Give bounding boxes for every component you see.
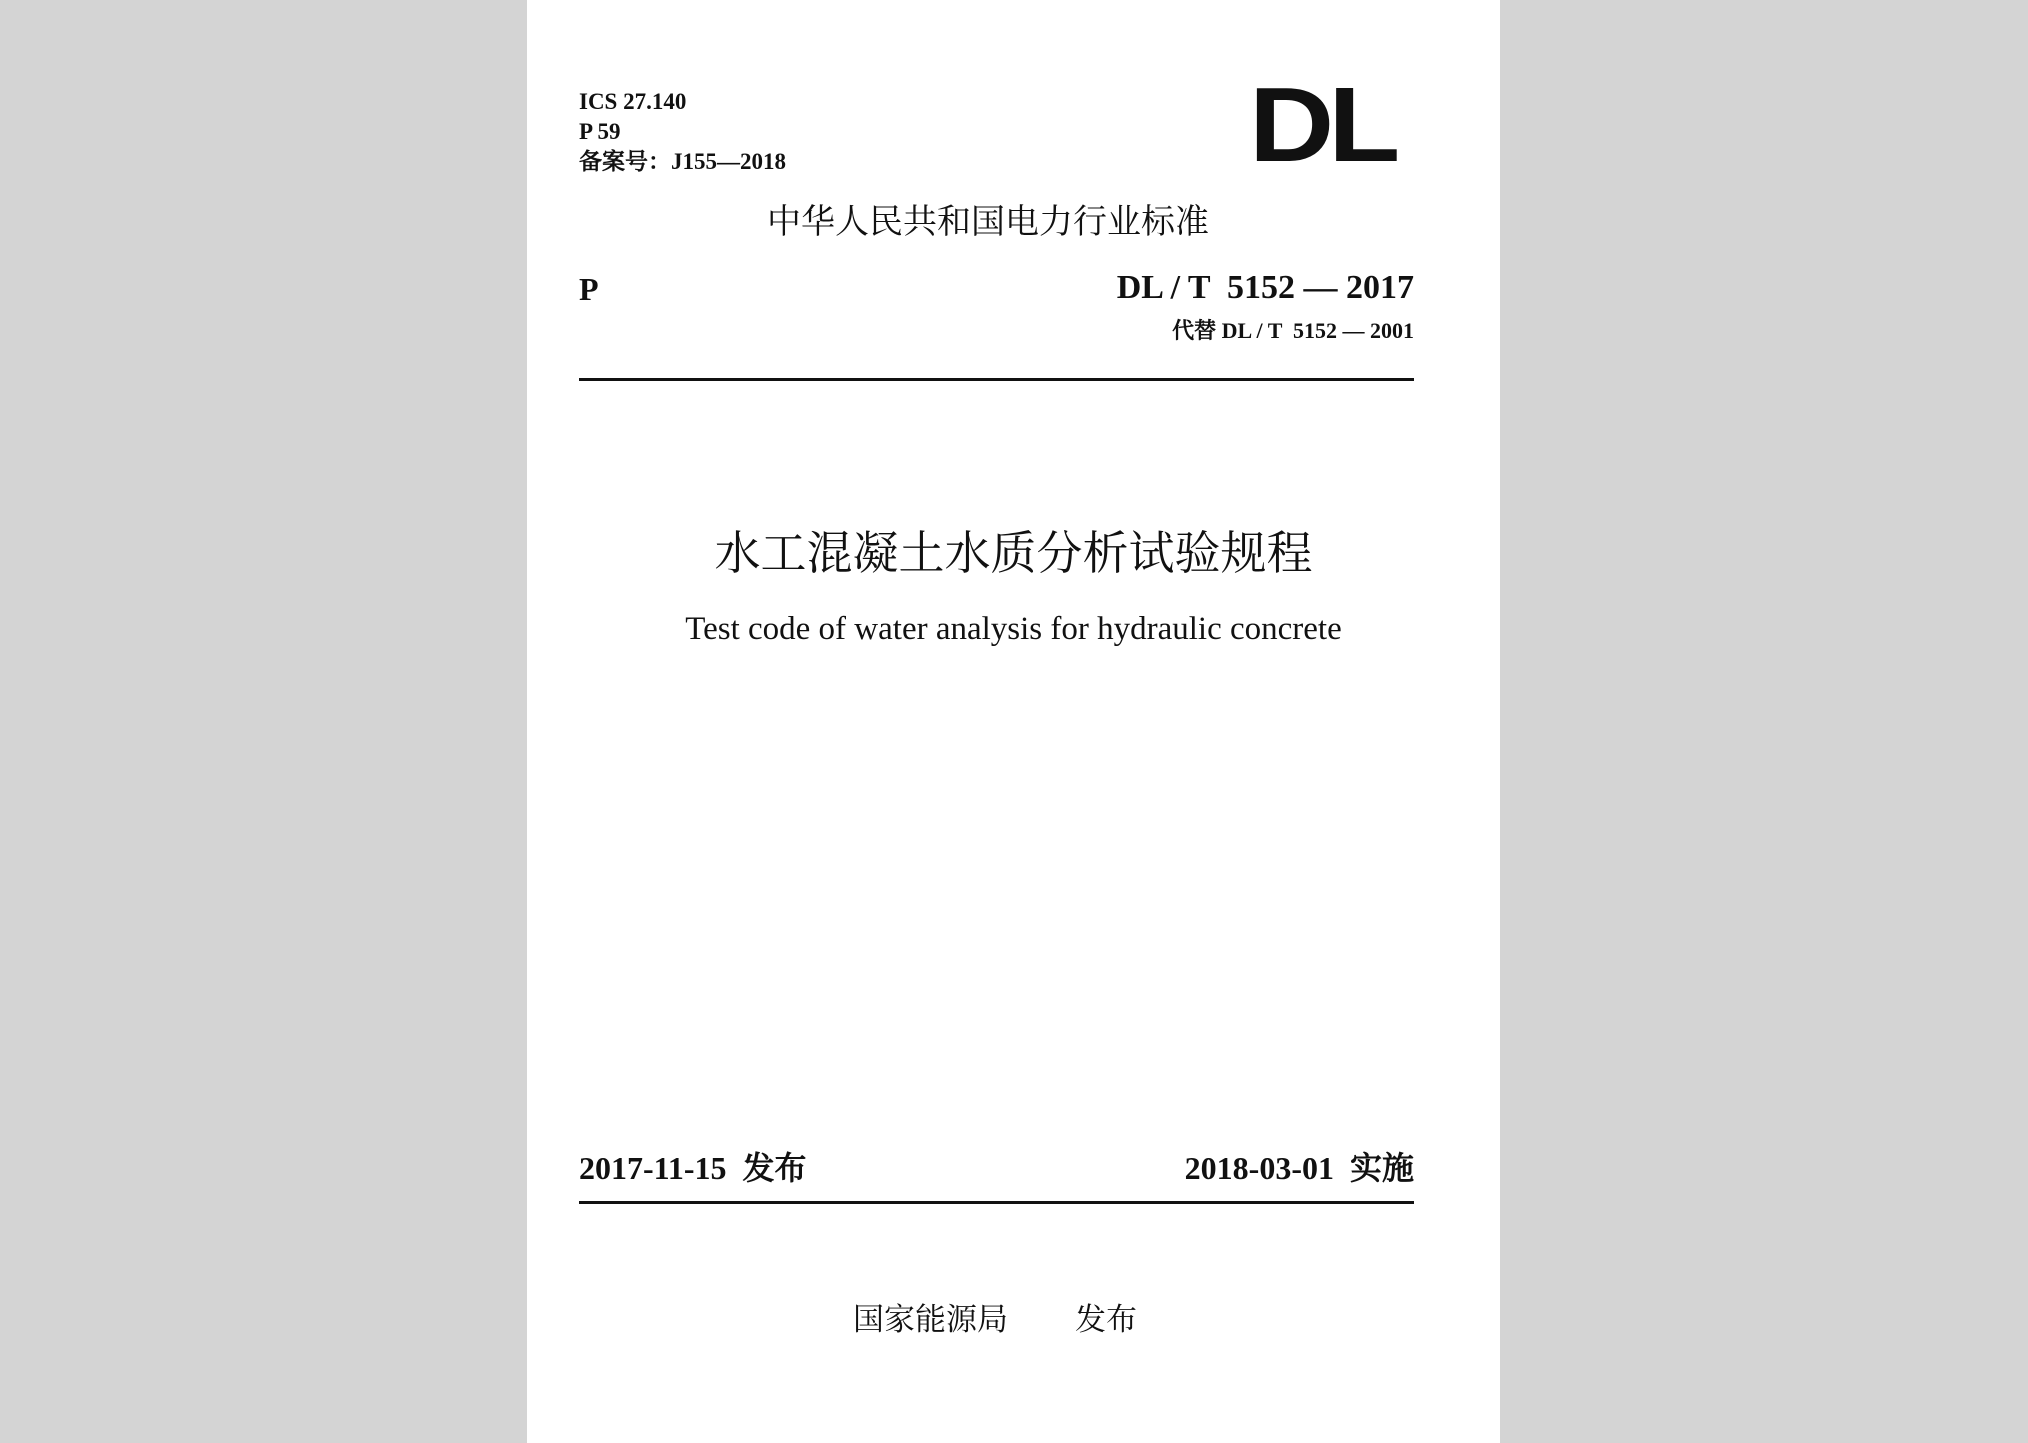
ccs-code: P 59 bbox=[579, 119, 621, 144]
top-divider bbox=[579, 378, 1414, 381]
title-chinese: 水工混凝土水质分析试验规程 bbox=[714, 526, 1313, 580]
standard-number: DL / T 5152 — 2017 bbox=[1116, 269, 1414, 306]
dl-logo: DL bbox=[1249, 65, 1395, 185]
industry-standard-heading: 中华人民共和国电力行业标准 bbox=[767, 202, 1209, 242]
document-page bbox=[527, 0, 1500, 1443]
issue-date: 2017-11-15 发布 bbox=[579, 1150, 807, 1186]
issuer-name: 国家能源局 bbox=[853, 1302, 1008, 1338]
bottom-divider bbox=[579, 1201, 1414, 1204]
issuer-action: 发布 bbox=[1075, 1302, 1137, 1338]
replaced-standard: 代替 DL / T 5152 — 2001 bbox=[1172, 318, 1414, 343]
implementation-date: 2018-03-01 实施 bbox=[1184, 1150, 1414, 1186]
category-letter: P bbox=[579, 271, 599, 307]
ics-code: ICS 27.140 bbox=[579, 89, 687, 114]
title-english: Test code of water analysis for hydraulic concrete bbox=[685, 611, 1342, 647]
filing-number: 备案号：J155—2018 bbox=[579, 149, 786, 174]
